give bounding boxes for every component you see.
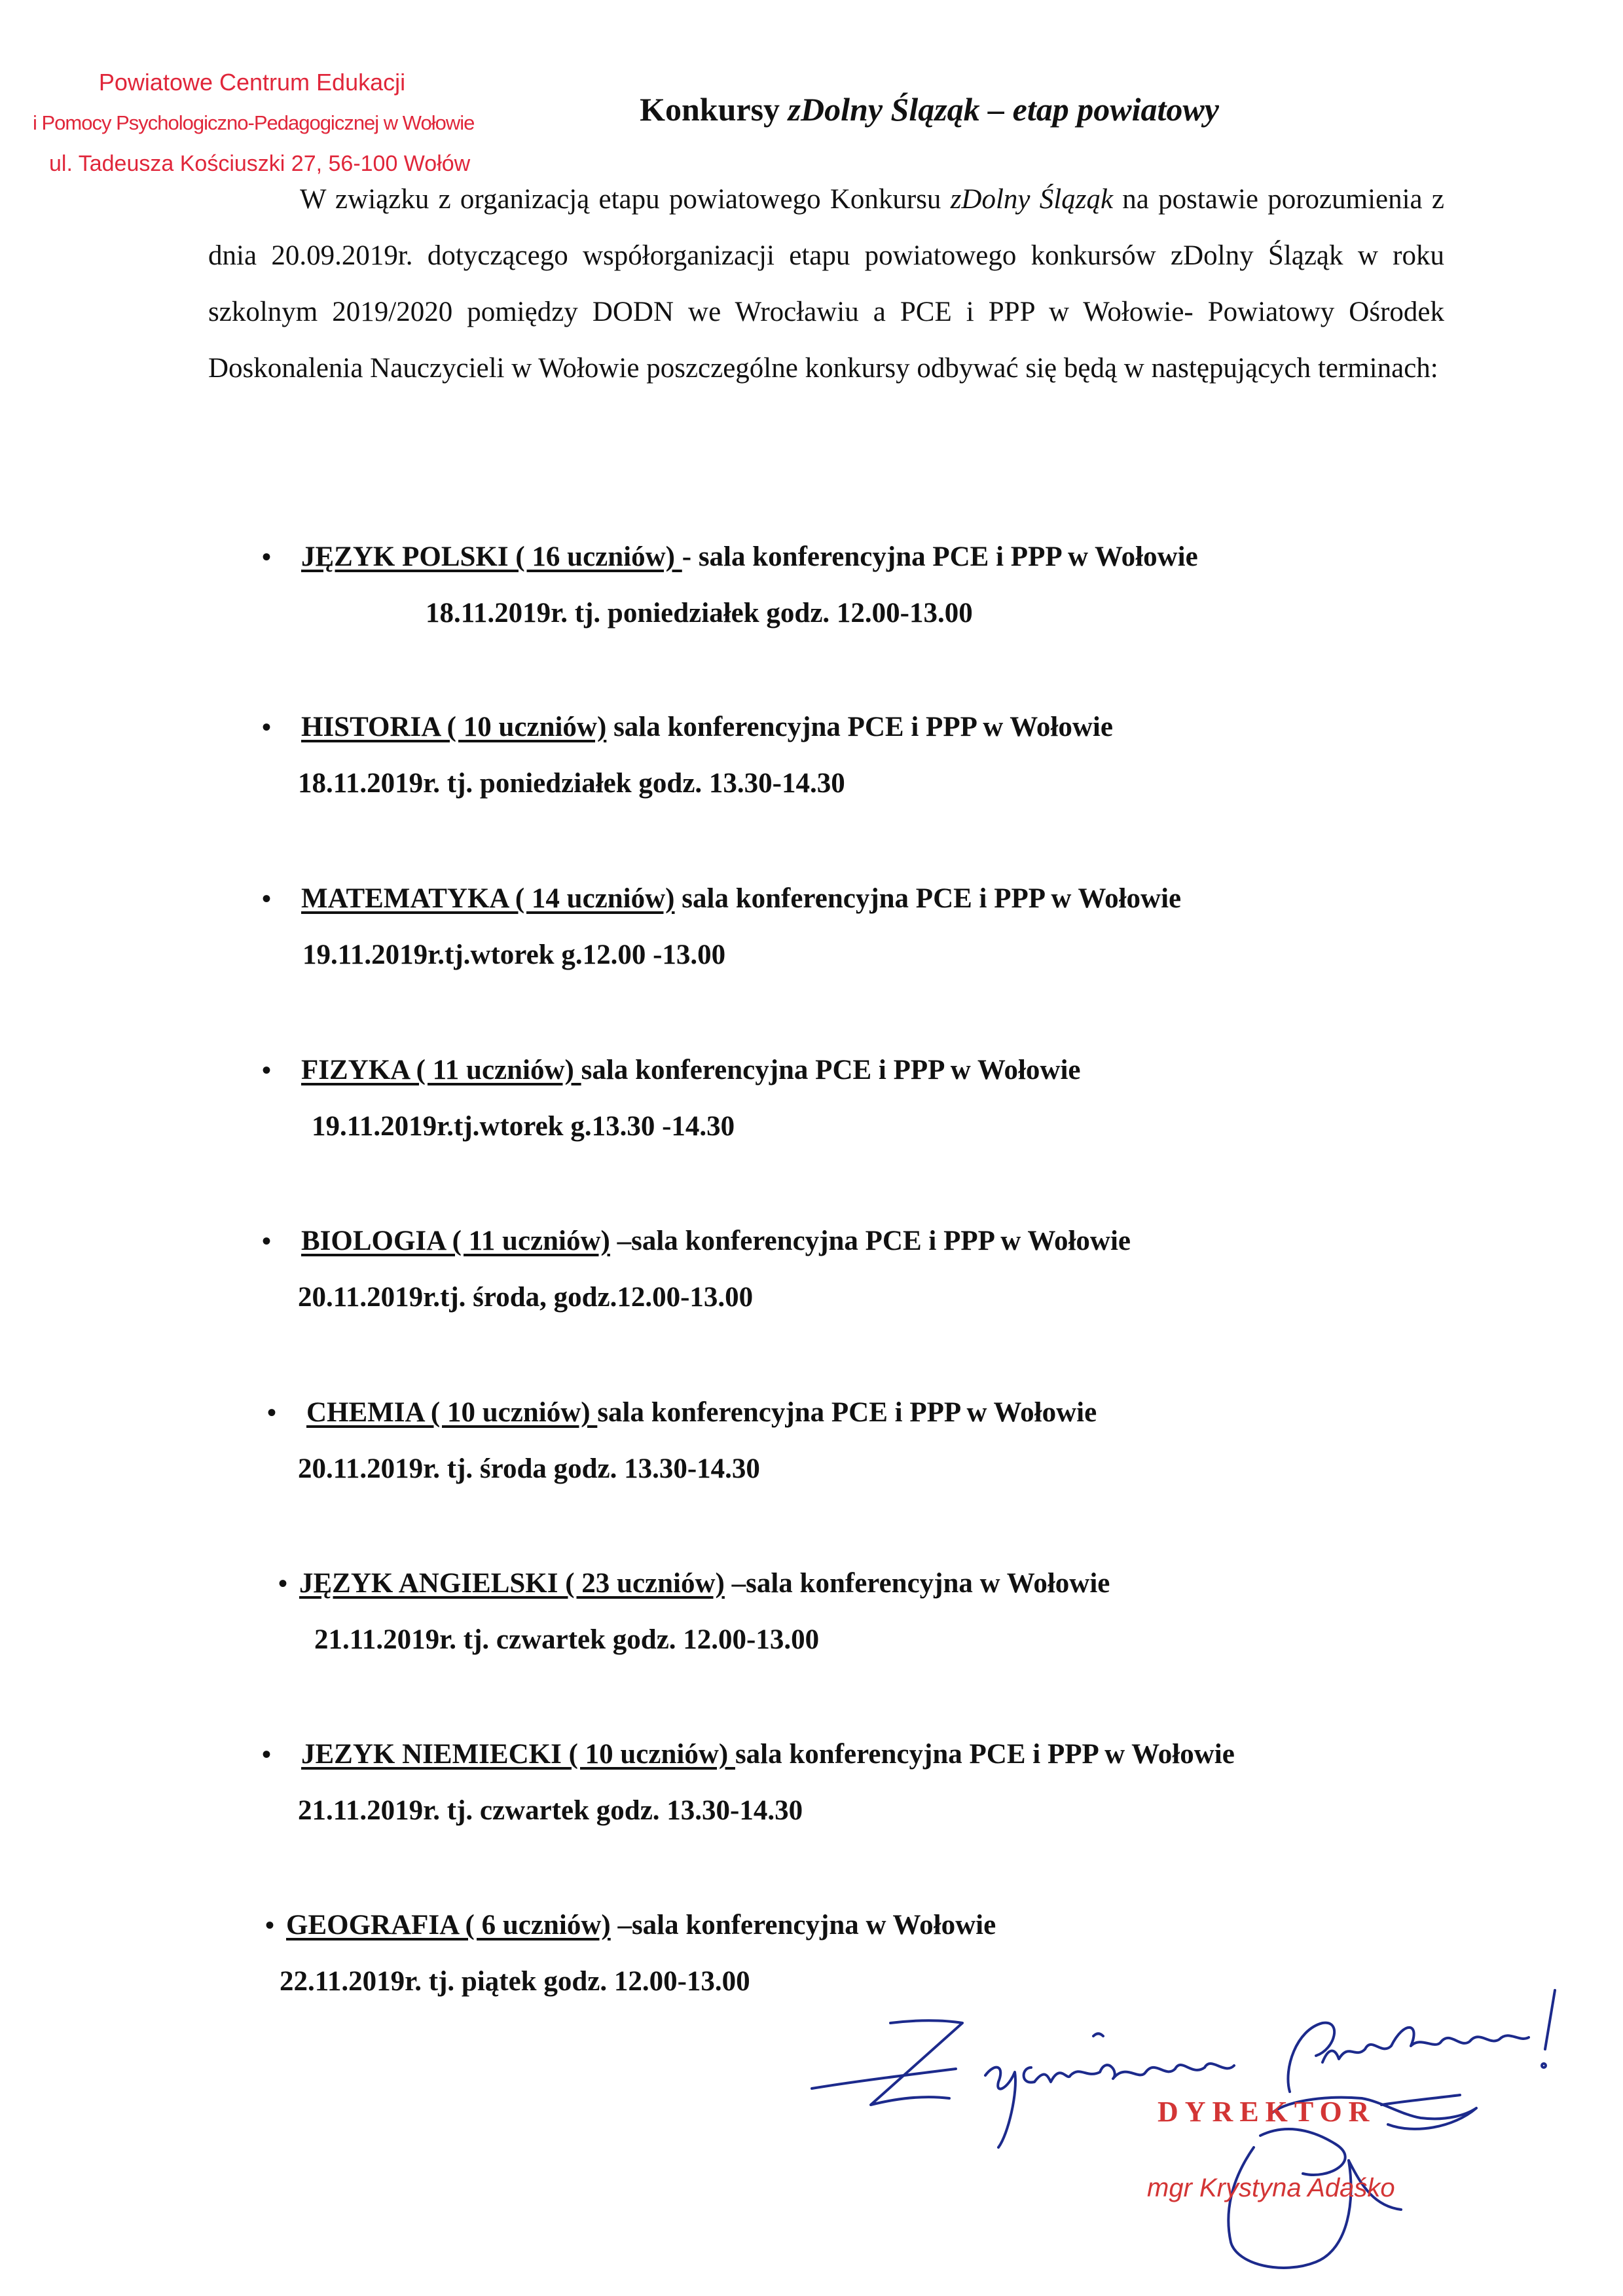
- contest-date: 18.11.2019r. tj. poniedziałek godz. 13.30-14.30: [298, 768, 845, 799]
- contest-item: [267, 1385, 1097, 1497]
- title-part-1: Konkursy: [640, 91, 788, 128]
- signature-role: DYREKTOR: [1158, 2096, 1376, 2128]
- bullet-icon: •: [267, 1398, 277, 1427]
- contest-item: [262, 1726, 1235, 1839]
- document-title: [0, 90, 1623, 128]
- contest-location: sala konferencyjna PCE i PPP w Wołowie: [597, 1397, 1097, 1428]
- contest-subject: JĘZYK POLSKI ( 16 uczniów): [301, 541, 682, 572]
- contest-location: sala konferencyjna PCE i PPP w Wołowie: [674, 883, 1182, 914]
- contest-subject: JĘZYK ANGIELSKI ( 23 uczniów): [299, 1568, 725, 1599]
- contest-subject: GEOGRAFIA ( 6 uczniów): [286, 1910, 611, 1941]
- bullet-icon: •: [262, 1055, 272, 1085]
- contest-location: –sala konferencyjna PCE i PPP w Wołowie: [610, 1226, 1131, 1256]
- stamp-line-1: Powiatowe Centrum Edukacji: [98, 69, 406, 96]
- contest-location: sala konferencyjna PCE i PPP w Wołowie: [735, 1739, 1235, 1770]
- contest-subject: HISTORIA ( 10 uczniów): [301, 712, 607, 742]
- bullet-icon: •: [262, 884, 272, 913]
- bullet-icon: •: [262, 712, 272, 742]
- contest-date: 19.11.2019r.tj.wtorek g.12.00 -13.00: [302, 939, 726, 970]
- contest-item: [262, 1042, 1081, 1155]
- title-part-2: zDolny Śląząk – etap powiatowy: [788, 91, 1219, 128]
- stamp-line-2: i Pomocy Psychologiczno-Pedagogicznej w Wołowie: [33, 111, 475, 134]
- contest-location: sala konferencyjna PCE i PPP w Wołowie: [581, 1055, 1081, 1085]
- signature-name: mgr Krystyna Adaśko: [1147, 2174, 1395, 2202]
- bullet-icon: •: [262, 542, 272, 572]
- contest-date: 22.11.2019r. tj. piątek godz. 12.00-13.00: [280, 1966, 750, 1997]
- contest-item: [262, 1213, 1131, 1326]
- contest-item: [262, 529, 1198, 642]
- intro-text-1: W związku z organizacją etapu powiatowego Konkursu: [300, 184, 951, 215]
- contest-subject: BIOLOGIA ( 11 uczniów): [301, 1226, 610, 1256]
- bullet-icon: •: [265, 1910, 275, 1940]
- contest-date: 20.11.2019r.tj. środa, godz.12.00-13.00: [298, 1282, 754, 1313]
- intro-italic: zDolny Śląząk: [950, 184, 1114, 215]
- intro-paragraph: [208, 172, 1444, 397]
- handwritten-signature: [773, 1984, 1597, 2291]
- intro-text-2: na postawie porozumienia z dnia 20.09.2019r. dotyczącego współorganizacji etapu powiatowego konkursów zDolny Śląząk w roku szkolnym 2019/2020 pomiędzy DODN we Wrocławiu a PCE i PPP w Wołowie- Powiatowy Ośrodek Doskonalenia Nauczycieli w Wołowie poszczególne konkursy odbywać się będą w następujących terminach:: [208, 184, 1444, 384]
- signature-block: [773, 1984, 1597, 2291]
- bullet-icon: •: [262, 1226, 272, 1256]
- bullet-icon: •: [278, 1569, 288, 1598]
- contest-date: 21.11.2019r. tj. czwartek godz. 12.00-13.00: [314, 1624, 820, 1655]
- contest-date: 20.11.2019r. tj. środa godz. 13.30-14.30: [298, 1453, 760, 1484]
- bullet-icon: •: [262, 1740, 272, 1769]
- contest-subject: FIZYKA ( 11 uczniów): [301, 1055, 581, 1085]
- contest-item: [262, 699, 1113, 812]
- contest-subject: MATEMATYKA ( 14 uczniów): [301, 883, 675, 914]
- contest-item: [278, 1556, 1110, 1668]
- stamp-line-3: ul. Tadeusza Kościuszki 27, 56-100 Wołów: [49, 151, 471, 176]
- contest-location: - sala konferencyjna PCE i PPP w Wołowie: [682, 541, 1198, 572]
- contest-date: 19.11.2019r.tj.wtorek g.13.30 -14.30: [312, 1111, 735, 1142]
- contest-location: –sala konferencyjna w Wołowie: [610, 1910, 996, 1941]
- contest-subject: CHEMIA ( 10 uczniów): [306, 1397, 598, 1428]
- contest-location: sala konferencyjna PCE i PPP w Wołowie: [606, 712, 1113, 742]
- contest-date: 18.11.2019r. tj. poniedziałek godz. 12.00-13.00: [426, 598, 973, 629]
- contest-item: [262, 871, 1181, 983]
- contest-date: 21.11.2019r. tj. czwartek godz. 13.30-14.30: [298, 1795, 803, 1826]
- contest-subject: JEZYK NIEMIECKI ( 10 uczniów): [301, 1739, 735, 1770]
- contest-location: –sala konferencyjna w Wołowie: [724, 1568, 1110, 1599]
